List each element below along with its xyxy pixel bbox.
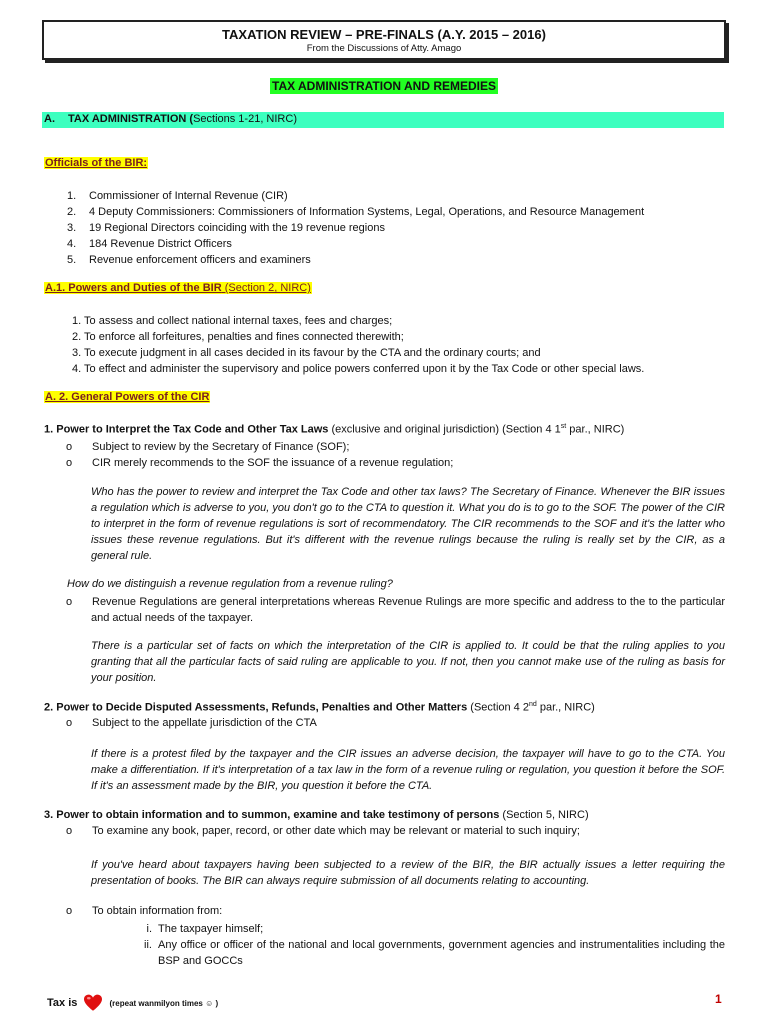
main-heading: TAX ADMINISTRATION AND REMEDIES — [272, 79, 496, 93]
section-a-heading — [44, 113, 297, 125]
power3-bullet1: o To examine any book, paper, record, or other date which may be relevant or material to such inquiry; — [66, 825, 580, 837]
document-title: TAXATION REVIEW – PRE-FINALS (A.Y. 2015 – 2016) — [222, 27, 546, 42]
main-heading-row — [0, 79, 768, 93]
document-subtitle: From the Discussions of Atty. Amago — [306, 43, 462, 54]
list-item: 4. To effect and administer the supervisory and police powers conferred upon it by the Tax Code or other special laws. — [72, 363, 645, 375]
list-item: 3. To execute judgment in all cases decided in its favour by the CTA and the ordinary courts; and — [72, 347, 541, 359]
officials-heading-row — [44, 157, 148, 169]
list-item: 3. 19 Regional Directors coinciding with the 19 revenue regions — [67, 222, 385, 234]
a1-list — [72, 313, 644, 377]
officials-heading: Officials of the BIR: — [45, 157, 148, 169]
title-box — [42, 20, 726, 60]
power3-sublist — [120, 921, 725, 969]
power1-bullets — [66, 439, 453, 471]
section-a-label: A. — [44, 113, 55, 125]
power2-bullet: o Subject to the appellate jurisdiction of the CTA — [66, 717, 317, 729]
list-item: 1. Commissioner of Internal Revenue (CIR) — [67, 190, 288, 202]
section-a-title: TAX ADMINISTRATION ( — [68, 113, 194, 125]
a2-heading: A. 2. General Powers of the CIR — [45, 391, 210, 403]
list-item: 2. 4 Deputy Commissioners: Commissioners of Information Systems, Legal, Operations, and Resource Management — [67, 206, 645, 218]
page-number: 1 — [715, 992, 722, 1006]
list-item: o Subject to review by the Secretary of Finance (SOF); — [66, 441, 350, 453]
power1-question: How do we distinguish a revenue regulation from a revenue ruling? — [67, 578, 393, 590]
power1-note1: Who has the power to review and interpret the Tax Code and other tax laws? The Secretary of Finance. Whenever the BIR issues a regulation which is adverse to you, you don't go to the CTA to question it. What you do is to go to the SOF. The power of the CIR to interpret in the form of revenue regulations is sort of recommendatory. The CIR recommends to the SOF and it's the latter who issues these revenue regulations. But it's different with the revenue rulings because the ruling is really set by the CIR, as a general rule. — [91, 486, 725, 562]
section-a-ref: Sections 1-21, NIRC) — [193, 113, 297, 125]
list-item: 2. To enforce all forfeitures, penalties and fines connected therewith; — [72, 331, 404, 343]
power1-bullet3: o Revenue Regulations are general interpretations whereas Revenue Rulings are more specific and address to the to the particular and actual needs of the taxpayer. — [66, 596, 725, 624]
a1-heading-row — [44, 282, 312, 294]
list-item: 1. To assess and collect national internal taxes, fees and charges; — [72, 315, 393, 327]
power1-note2: There is a particular set of facts on which the interpretation of the CIR is applied to. It could be that the ruling applies to you granting that all the particular facts of said ruling are applicable to you. If not, then you cannot make use of the ruling as basis for your position. — [91, 640, 725, 684]
list-item: o CIR merely recommends to the SOF the issuance of a revenue regulation; — [66, 457, 454, 469]
list-item: 4. 184 Revenue District Officers — [67, 238, 232, 250]
list-item: ii. Any office or officer of the national and local governments, government agencies and instrumentalities including the BSP and GOCCs — [144, 939, 725, 967]
power1-heading: 1. Power to Interpret the Tax Code and Other Tax Laws (exclusive and original jurisdiction) (Section 4 1st par., NIRC) — [44, 423, 625, 436]
smiley-icon: ☺ — [205, 998, 214, 1008]
a1-heading: A.1. Powers and Duties of the BIR (Section 2, NIRC) — [45, 282, 311, 294]
officials-list — [67, 188, 644, 268]
power3-note: If you've heard about taxpayers having been subjected to a review of the BIR, the BIR actually issues a letter requiring the presentation of books. The BIR can always require submission of all documents relating to accounting. — [91, 859, 725, 887]
power3-bullet2: o To obtain information from: — [66, 905, 223, 917]
power2-note: If there is a protest filed by the taxpayer and the CIR issues an adverse decision, the taxpayer will have to go to the CTA. You make a differentiation. If it's interpretation of a tax law in the form of a revenue ruling or regulation, you question it before the SOF. If it's an assessment made by the BIR, you question it before the CTA. — [91, 748, 725, 792]
footer-motto: Tax is (repeat wanmilyon times ☺ ) — [47, 994, 218, 1012]
list-item: 5. Revenue enforcement officers and examiners — [67, 254, 311, 266]
a2-heading-row — [44, 391, 210, 403]
list-item: i. The taxpayer himself; — [146, 923, 264, 935]
power2-heading: 2. Power to Decide Disputed Assessments, Refunds, Penalties and Other Matters (Section 4 2nd par., NIRC) — [44, 701, 595, 714]
power3-heading: 3. Power to obtain information and to summon, examine and take testimony of persons (Section 5, NIRC) — [44, 809, 589, 821]
heart-icon — [83, 994, 103, 1012]
